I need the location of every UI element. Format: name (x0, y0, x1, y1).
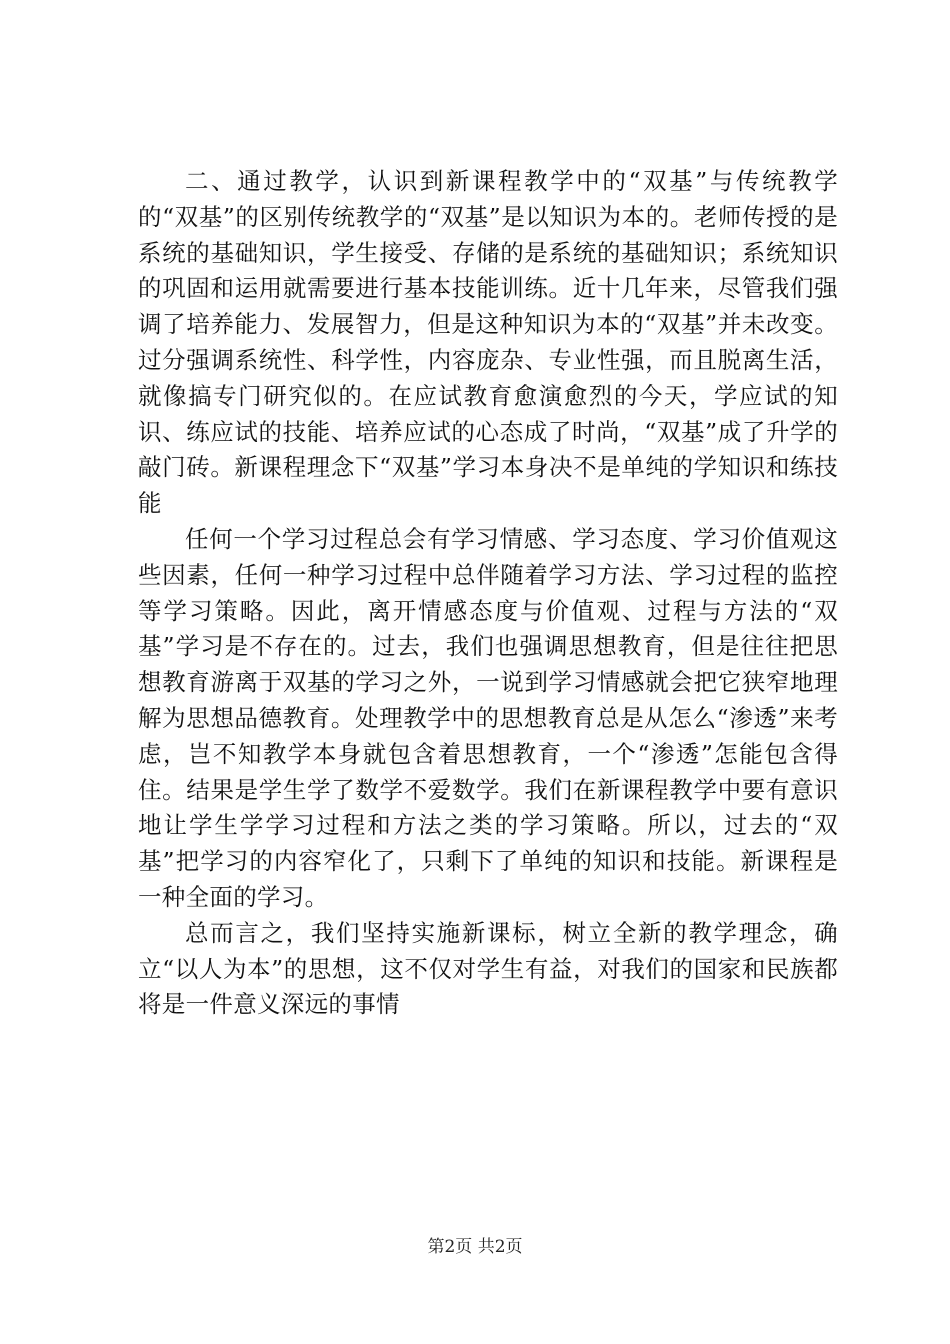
paragraph-dual-basics: 二、通过教学，认识到新课程教学中的“双基”与传统教学的“双基”的区别传统教学的“双基”是以知识为本的。老师传授的是系统的基础知识，学生接受、存储的是系统的基础知识；系统知识的巩固和运用就需要进行基本技能训练。近十几年来，尽管我们强调了培养能力、发展智力，但是这种知识为本的“双基”并未改变。过分强调系统性、科学性，内容庞杂、专业性强，而且脱离生活，就像搞专门研究似的。在应试教育愈演愈烈的今天，学应试的知识、练应试的技能、培养应试的心态成了时尚，“双基”成了升学的敲门砖。新课程理念下“双基”学习本身决不是单纯的学知识和练技能 (138, 167, 838, 518)
page-number-footer: 第2页 共2页 (427, 1237, 523, 1257)
document-body (138, 164, 838, 1023)
paragraph-conclusion: 总而言之，我们坚持实施新课标，树立全新的教学理念，确立“以人为本”的思想，这不仅对学生有益，对我们的国家和民族都将是一件意义深远的事情 (138, 918, 838, 1019)
paragraph-learning-process: 任何一个学习过程总会有学习情感、学习态度、学习价值观这些因素，任何一种学习过程中总伴随着学习方法、学习过程的监控等学习策略。因此，离开情感态度与价值观、过程与方法的“双基”学习是不存在的。过去，我们也强调思想教育，但是往往把思想教育游离于双基的学习之外，一说到学习情感就会把它狭窄地理解为思想品德教育。处理教学中的思想教育总是从怎么“渗透”来考虑，岂不知教学本身就包含着思想教育，一个“渗透”怎能包含得住。结果是学生学了数学不爱数学。我们在新课程教学中要有意识地让学生学学习过程和方法之类的学习策略。所以，过去的“双基”把学习的内容窄化了，只剩下了单纯的知识和技能。新课程是一种全面的学习。 (138, 524, 838, 911)
